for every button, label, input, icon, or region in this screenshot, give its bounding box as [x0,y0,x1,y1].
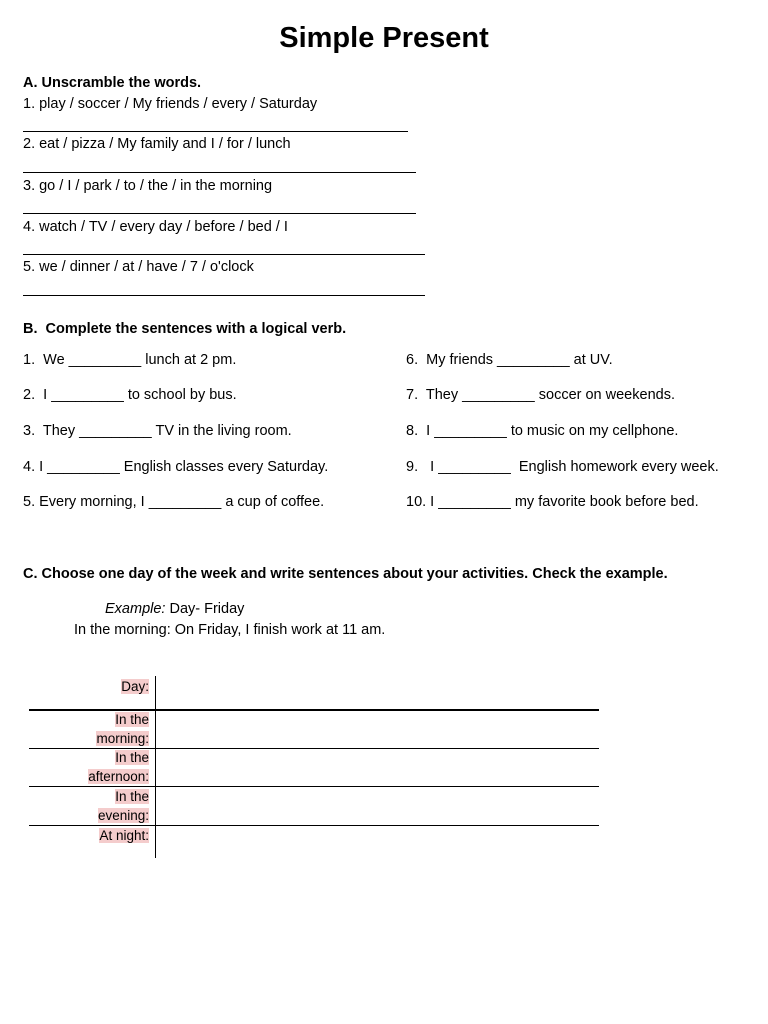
section-a-item-4: 4. watch / TV / every day / before / bed / I [23,219,288,235]
answer-line-5[interactable] [23,295,425,296]
section-b-item-4: 4. I _________ English classes every Saturday. [23,459,329,475]
morning-label: In the morning: [96,712,149,746]
section-a-item-1: 1. play / soccer / My friends / every / Saturday [23,96,318,112]
section-b-item-3: 3. They _________ TV in the living room. [23,423,292,439]
section-c-heading: C. Choose one day of the week and write sentences about your activities. Check the example. [23,566,668,582]
page-title: Simple Present [279,22,489,54]
section-b-item-10: 10. I _________ my favorite book before bed. [406,494,699,510]
afternoon-label: In the afternoon: [88,750,149,784]
answer-line-4[interactable] [23,254,425,255]
answer-line-2[interactable] [23,172,416,173]
evening-answer-cell[interactable] [160,788,598,823]
section-b-item-8: 8. I _________ to music on my cellphone. [406,423,679,439]
answer-line-3[interactable] [23,213,416,214]
section-b-item-9: 9. I _________ English homework every week. [406,459,719,475]
example-label: Example: [105,601,166,617]
example-line [105,600,244,618]
section-b-item-6: 6. My friends _________ at UV. [406,352,613,368]
example-sentence: In the morning: On Friday, I finish work at 11 am. [74,622,386,638]
section-a-item-3: 3. go / I / park / to / the / in the morning [23,178,273,194]
section-a-item-2: 2. eat / pizza / My family and I / for / lunch [23,136,291,152]
answer-line-1[interactable] [23,131,408,132]
afternoon-answer-cell[interactable] [160,750,598,784]
section-b-item-5: 5. Every morning, I _________ a cup of coffee. [23,494,325,510]
day-label: Day: [121,679,149,694]
day-answer-cell[interactable] [160,678,598,708]
section-b-item-7: 7. They _________ soccer on weekends. [406,387,675,403]
night-label: At night: [99,828,149,843]
evening-label: In the evening: [97,789,149,823]
night-answer-cell[interactable] [160,827,598,857]
morning-answer-cell[interactable] [160,712,598,746]
section-a-item-5: 5. we / dinner / at / have / 7 / o'clock [23,259,254,275]
section-b-item-1: 1. We _________ lunch at 2 pm. [23,352,237,368]
table-divider [155,676,156,858]
section-a-heading: A. Unscramble the words. [23,75,202,91]
example-value: Day- Friday [165,601,245,617]
section-b-item-2: 2. I _________ to school by bus. [23,387,237,403]
section-b-heading: B. Complete the sentences with a logical verb. [23,321,347,337]
